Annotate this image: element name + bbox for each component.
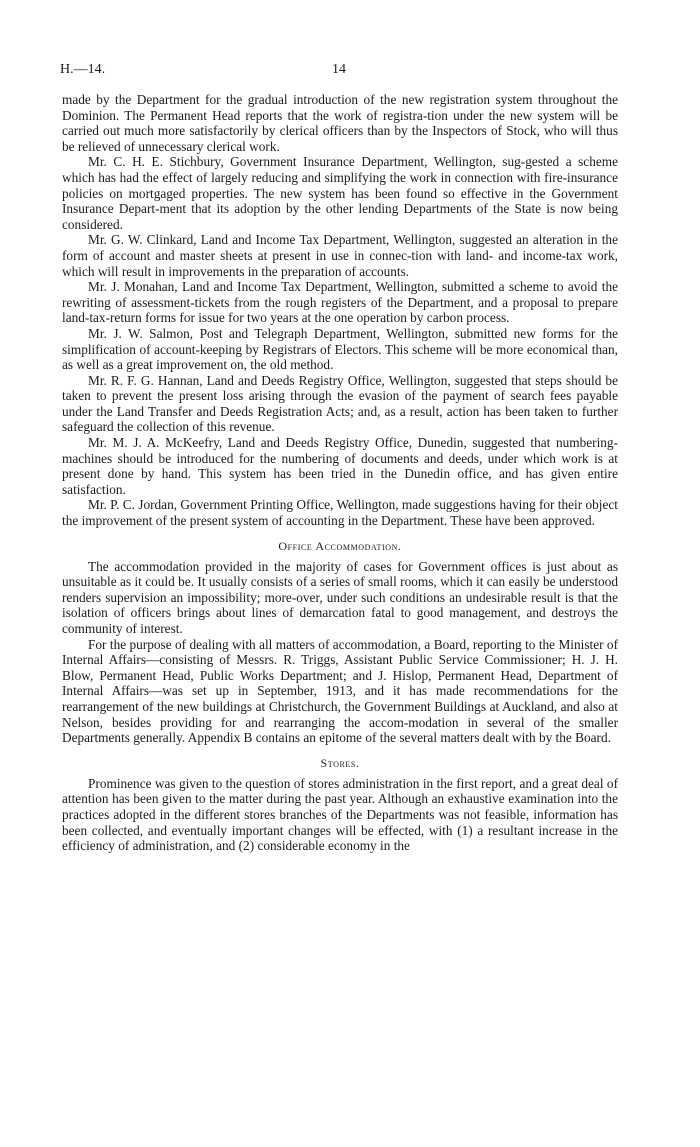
section-heading-stores: Stores. <box>320 755 360 770</box>
section-heading-office-accommodation: Office Accommodation. <box>278 538 402 553</box>
paragraph-stores: Prominence was given to the question of stores administration in the first report, and a great deal of attention has been given to the matter during the past year. Although an exhaustive examination into the practices adopted in the different stores branches of the Departments was not feasible, information has been collected, and eventually important changes will be effected, with (1) a resultant increase in the efficiency of administration, and (2) considerable economy in the <box>62 775 618 854</box>
paragraph-salmon: Mr. J. W. Salmon, Post and Telegraph Department, Wellington, submitted new forms for the simplification of account-keeping by Registrars of Electors. This scheme will be more economical than, as well as a great improvement on, the old method. <box>62 325 618 373</box>
paragraph-continuation: made by the Department for the gradual introduction of the new registration system throughout the Dominion. The Permanent Head reports that the work of registra-tion under the new system will be carried out much more satisfactorily by clerical officers than by the Inspectors of Stock, who will thus be relieved of unnecessary clerical work. <box>62 92 618 154</box>
paragraph-hannan: Mr. R. F. G. Hannan, Land and Deeds Registry Office, Wellington, suggested that steps should be taken to prevent the present loss arising through the evasion of the payment of search fees payable under the Land Transfer and Deeds Registration Acts; and, as a result, action has been taken to further safeguard the collection of this revenue. <box>62 372 618 435</box>
document-page <box>62 62 618 854</box>
paragraph-jordan: Mr. P. C. Jordan, Government Printing Office, Wellington, made suggestions having for their object the improvement of the present system of accounting in the Department. These have been approved. <box>62 497 618 529</box>
paragraph-stichbury: Mr. C. H. E. Stichbury, Government Insurance Department, Wellington, sug-gested a scheme which has had the effect of largely reducing and simplifying the work in connection with fire-insurance policies on mortgaged properties. The new system has been found so effective in the Government Insurance Depart-ment that its adoption by the other lending Departments of the State is now being considered. <box>62 154 618 232</box>
paragraph-clinkard: Mr. G. W. Clinkard, Land and Income Tax Department, Wellington, suggested an alteration in the form of account and master sheets at present in use in connec-tion with land- and income-tax work, which will result in improvements in the preparation of accounts. <box>62 232 618 279</box>
page-header <box>62 62 618 80</box>
paragraph-accommodation: The accommodation provided in the majority of cases for Government offices is just about as unsuitable as it could be. It usually consists of a series of small rooms, which it can easily be understood renders supervision an impossibility; more-over, under such conditions an undesirable result is that the isolation of officers brings about lines of demarcation fatal to good management, and destroys the community of interest. <box>62 558 618 636</box>
document-reference: H.—14. <box>60 62 106 77</box>
paragraph-mckeefry: Mr. M. J. A. McKeefry, Land and Deeds Registry Office, Dunedin, suggested that numbering-machines should be introduced for the numbering of documents and deeds, under which work is at present done by hand. This system has been tried in the Dunedin office, and has given entire satisfaction. <box>62 435 618 497</box>
page-number: 14 <box>332 62 346 77</box>
paragraph-board: For the purpose of dealing with all matters of accommodation, a Board, reporting to the Minister of Internal Affairs—consisting of Messrs. R. Triggs, Assistant Public Service Commissioner; H. J. H. Blow, Permanent Head, Public Works Department; and J. Hislop, Permanent Head, Department of Internal Affairs—was set up in September, 1913, and it has made recommendations for the rearrangement of the new buildings at Christchurch, the Government Buildings at Auckland, and also at Nelson, besides providing for and rearranging the accom-modation in several of the smaller Departments generally. Appendix B contains an epitome of the several matters dealt with by the Board. <box>62 636 618 746</box>
paragraph-monahan: Mr. J. Monahan, Land and Income Tax Department, Wellington, submitted a scheme to avoid the rewriting of assessment-tickets from the rough registers of the Department, and a proposal to prepare land-tax-return forms for issue for two years at the one operation by carbon process. <box>62 279 618 326</box>
